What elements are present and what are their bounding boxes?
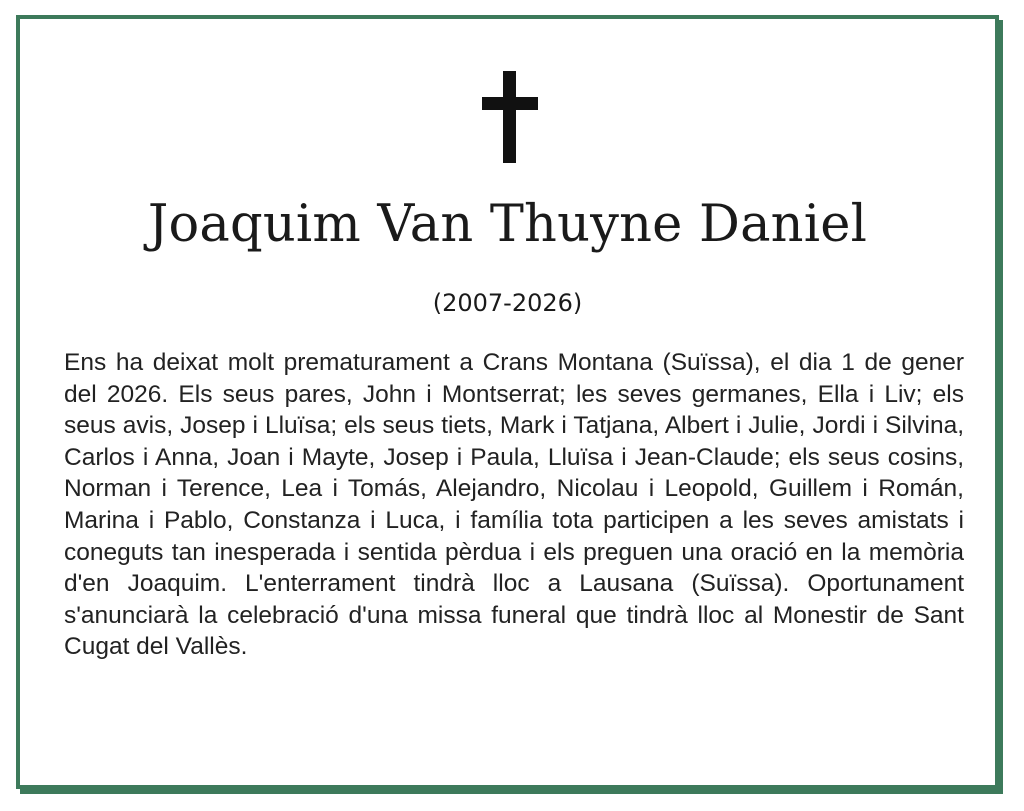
obituary-notice <box>16 15 999 789</box>
life-years: (2007-2026) <box>432 289 583 317</box>
obituary-text: Ens ha deixat molt prematurament a Crans Montana (Suïssa), el dia 1 de gener del 2026. Els seus pares, John i Montserrat; les seves germanes, Ella i Liv; els seus avis, Josep i Lluïsa; els seus tiets, Mark i Tatjana, Albert i Julie, Jordi i Silvina, Carlos i Anna, Joan i Mayte, Josep i Paula, Lluïsa i Jean-Claude; els seus cosins, Norman i Terence, Lea i Tomás, Alejandro, Nicolau i Leopold, Guillem i Román, Marina i Pablo, Constanza i Luca, i família tota participen a les seves amistats i coneguts tan inesperada i sentida pèrdua i els preguen una oració en la memòria d'en Joaquim. L'enterrament tindrà lloc a Lausana (Suïssa). Oportunament s'anunciarà la celebració d'una missa funeral que tindrà lloc al Monestir de Sant Cugat del Vallès. <box>64 349 964 661</box>
deceased-name: Joaquim Van Thuyne Daniel <box>147 195 868 254</box>
cross-horizontal-bar <box>482 97 538 110</box>
cross-vertical-bar <box>503 71 516 163</box>
cross-icon <box>482 71 538 163</box>
